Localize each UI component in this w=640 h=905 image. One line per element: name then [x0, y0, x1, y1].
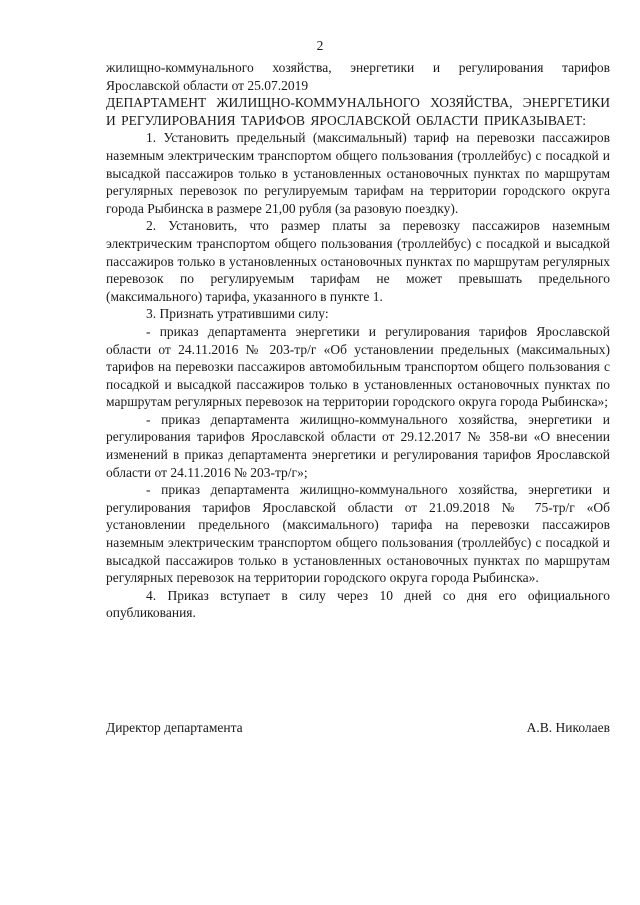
- signature-block: [106, 719, 610, 739]
- signatory-position: Директор департамента: [106, 720, 243, 735]
- item-1-paragraph: 1. Установить предельный (максимальный) тариф на перевозки пассажиров наземным электрическим транспортом общего пользования (троллейбус) с посадкой и высадкой пассажиров только в установленных остановочных пунктах по маршрутам регулярных перевозок по регулируемым тарифам на территории городского округа города Рыбинска в размере 21,00 рубля (за разовую поездку).: [106, 130, 610, 216]
- item-3-paragraph: 3. Признать утратившими силу:: [146, 306, 329, 322]
- page-number: 2: [316, 38, 324, 53]
- revoked-order-3: - приказ департамента жилищно-коммунального хозяйства, энергетики и регулирования тарифов Ярославской области от 21.09.2018 № 75-тр/г «Об установлении предельного (максимального) тарифа на перевозки пассажиров наземным электрическим транспортом общего пользования (троллейбус) с посадкой и высадкой пассажиров только в установленных остановочных пунктах по маршрутам регулярных перевозок на территории городского округа города Рыбинска».: [106, 482, 610, 586]
- revoked-order-2: - приказ департамента жилищно-коммунального хозяйства, энергетики и регулирования тарифов Ярославской области от 29.12.2017 № 358-ви «О внесении изменений в приказ департамента энергетики и регулирования тарифов Ярославской области от 24.11.2016 № 203-тр/г»;: [106, 411, 610, 480]
- order-heading: ДЕПАРТАМЕНТ ЖИЛИЩНО-КОММУНАЛЬНОГО ХОЗЯЙСТВА, ЭНЕРГЕТИКИ И РЕГУЛИРОВАНИЯ ТАРИФОВ ЯРОСЛАВСКОЙ ОБЛАСТИ ПРИКАЗЫВАЕТ:: [106, 95, 610, 128]
- revoked-order-1: - приказ департамента энергетики и регулирования тарифов Ярославской области от 24.11.2016 № 203-тр/г «Об установлении предельных (максимальных) тарифов на перевозки пассажиров автомобильным транспортом общего пользования с посадкой и высадкой пассажиров только в установленных остановочных пунктах по маршрутам регулярных перевозок на территории городского округа города Рыбинска»;: [106, 323, 610, 410]
- item-2-paragraph: 2. Установить, что размер платы за перевозку пассажиров наземным электрическим транспортом общего пользования (троллейбус) с посадкой и высадкой пассажиров только в установленных остановочных пунктах по маршрутам регулярных перевозок по регулируемым тарифам не может превышать предельного (максимального) тарифа, указанного в пункте 1.: [106, 218, 610, 304]
- document-body: [106, 59, 610, 622]
- signatory-name: А.В. Николаев: [526, 720, 610, 735]
- intro-paragraph: жилищно-коммунального хозяйства, энергетики и регулирования тарифов Ярославской области от 25.07.2019: [106, 60, 610, 93]
- item-4-paragraph: 4. Приказ вступает в силу через 10 дней со дня его официального опубликования.: [106, 587, 610, 621]
